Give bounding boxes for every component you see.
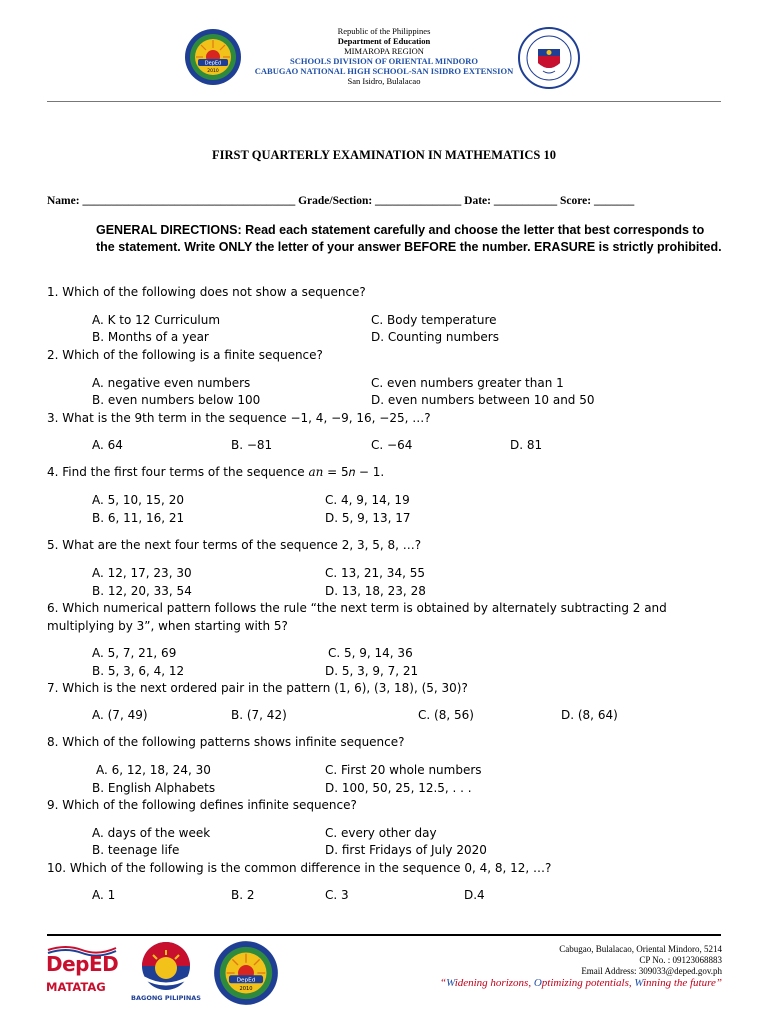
q5-option-c: C. 13, 21, 34, 55 [325, 566, 425, 580]
q5-option-a: A. 12, 17, 23, 30 [92, 566, 192, 580]
q2-option-a: A. negative even numbers [92, 376, 251, 390]
header-school: CABUGAO NATIONAL HIGH SCHOOL-SAN ISIDRO EXTENSION [254, 66, 514, 76]
q6-option-c: C. 5, 9, 14, 36 [328, 646, 413, 660]
q5-option-d: D. 13, 18, 23, 28 [325, 584, 426, 598]
footer-email: Email Address: 309033@deped.gov.ph [581, 966, 722, 976]
question-9: 9. Which of the following defines infinite sequence? [47, 798, 357, 812]
q3-option-c: C. −64 [371, 438, 413, 452]
question-5: 5. What are the next four terms of the sequence 2, 3, 5, 8, …? [47, 538, 422, 552]
q8-option-b: B. English Alphabets [92, 781, 216, 795]
bagong-pilipinas-emblem-icon [128, 940, 204, 994]
bagong-pilipinas-logo [128, 940, 204, 1006]
q10-option-d: D.4 [464, 888, 485, 902]
q1-option-c: C. Body temperature [371, 313, 497, 327]
student-info-row: Name: _____________________________________ Grade/Section: _______________ Date: ___________ Score: _______ [47, 195, 635, 207]
question-10: 10. Which of the following is the common difference in the sequence 0, 4, 8, 12, …? [47, 861, 552, 875]
svg-text:DepEd: DepEd [204, 60, 222, 67]
svg-text:2010: 2010 [239, 986, 253, 993]
q9-option-a: A. days of the week [92, 826, 211, 840]
header-divider [47, 101, 721, 102]
q8-option-d: D. 100, 50, 25, 12.5, . . . [325, 781, 472, 795]
question-8: 8. Which of the following patterns shows infinite sequence? [47, 735, 405, 749]
q4-formula: an [308, 465, 324, 479]
q6-option-a: A. 5, 7, 21, 69 [92, 646, 177, 660]
q2-option-b: B. even numbers below 100 [92, 393, 261, 407]
q7-option-b: B. (7, 42) [231, 708, 287, 722]
q1-option-d: D. Counting numbers [371, 330, 499, 344]
q7-option-a: A. (7, 49) [92, 708, 148, 722]
header-department: Department of Education [337, 36, 431, 46]
header-location: San Isidro, Bulalacao [347, 76, 421, 86]
q9-option-b: B. teenage life [92, 843, 180, 857]
q7-option-d: D. (8, 64) [561, 708, 618, 722]
q10-option-a: A. 1 [92, 888, 116, 902]
q9-option-d: D. first Fridays of July 2020 [325, 843, 487, 857]
q6-option-d: D. 5, 3, 9, 7, 21 [325, 664, 419, 678]
q2-option-c: C. even numbers greater than 1 [371, 376, 564, 390]
q7-option-c: C. (8, 56) [418, 708, 474, 722]
q4-option-c: C. 4, 9, 14, 19 [325, 493, 410, 507]
q4-text-post: = 5𝑛 − 1. [323, 465, 385, 479]
q3-option-b: B. −81 [231, 438, 273, 452]
q9-option-c: C. every other day [325, 826, 437, 840]
deped-logo-text: DepED [46, 952, 119, 976]
deped-matatag-logo [46, 942, 118, 1004]
q3-option-a: A. 64 [92, 438, 123, 452]
q4-option-d: D. 5, 9, 13, 17 [325, 511, 411, 525]
question-7: 7. Which is the next ordered pair in the pattern (1, 6), (3, 18), (5, 30)? [47, 681, 468, 695]
header-division: SCHOOLS DIVISION OF ORIENTAL MINDORO [290, 56, 478, 66]
q10-option-b: B. 2 [231, 888, 255, 902]
q5-option-b: B. 12, 20, 33, 54 [92, 584, 192, 598]
q4-text-pre: 4. Find the first four terms of the sequence [47, 465, 309, 479]
footer-cp-number: CP No. : 09123068883 [639, 955, 722, 965]
bagong-pilipinas-text: BAGONG PILIPINAS [131, 994, 201, 1002]
svg-text:2010: 2010 [207, 69, 219, 74]
q4-option-b: B. 6, 11, 16, 21 [92, 511, 185, 525]
q4-option-a: A. 5, 10, 15, 20 [92, 493, 184, 507]
footer-school-seal-logo [213, 940, 279, 1006]
question-1: 1. Which of the following does not show a sequence? [47, 285, 366, 299]
svg-text:DepEd: DepEd [236, 977, 256, 984]
q8-option-c: C. First 20 whole numbers [325, 763, 482, 777]
q6-option-b: B. 5, 3, 6, 4, 12 [92, 664, 185, 678]
exam-title: FIRST QUARTERLY EXAMINATION IN MATHEMATICS 10 [212, 148, 556, 162]
question-2: 2. Which of the following is a finite sequence? [47, 348, 323, 362]
question-3: 3. What is the 9th term in the sequence −1, 4, −9, 16, −25, …? [47, 411, 431, 425]
question-4 [47, 465, 384, 480]
q3-option-d: D. 81 [510, 438, 543, 452]
q1-option-a: A. K to 12 Curriculum [92, 313, 221, 327]
footer-divider [47, 934, 721, 936]
matatag-text: MATATAG [46, 980, 106, 994]
header-republic: Republic of the Philippines [337, 26, 431, 36]
question-6: 6. Which numerical pattern follows the rule “the next term is obtained by alternately subtracting 2 and multiplying by 3”, when starting with 5? [47, 601, 667, 633]
footer-motto: “Widening horizons, Optimizing potentials, Winning the future” [440, 977, 722, 989]
q8-option-a: A. 6, 12, 18, 24, 30 [96, 763, 211, 777]
general-directions: GENERAL DIRECTIONS: Read each statement carefully and choose the letter that best corresponds to the statement. Write ONLY the letter of your answer BEFORE the number. ERASURE is strictly prohibited. [96, 223, 722, 254]
header-region: MIMAROPA REGION [344, 46, 424, 56]
footer-address: Cabugao, Bulalacao, Oriental Mindoro, 5214 [559, 944, 722, 954]
q10-option-c: C. 3 [325, 888, 349, 902]
q1-option-b: B. Months of a year [92, 330, 209, 344]
q2-option-d: D. even numbers between 10 and 50 [371, 393, 595, 407]
